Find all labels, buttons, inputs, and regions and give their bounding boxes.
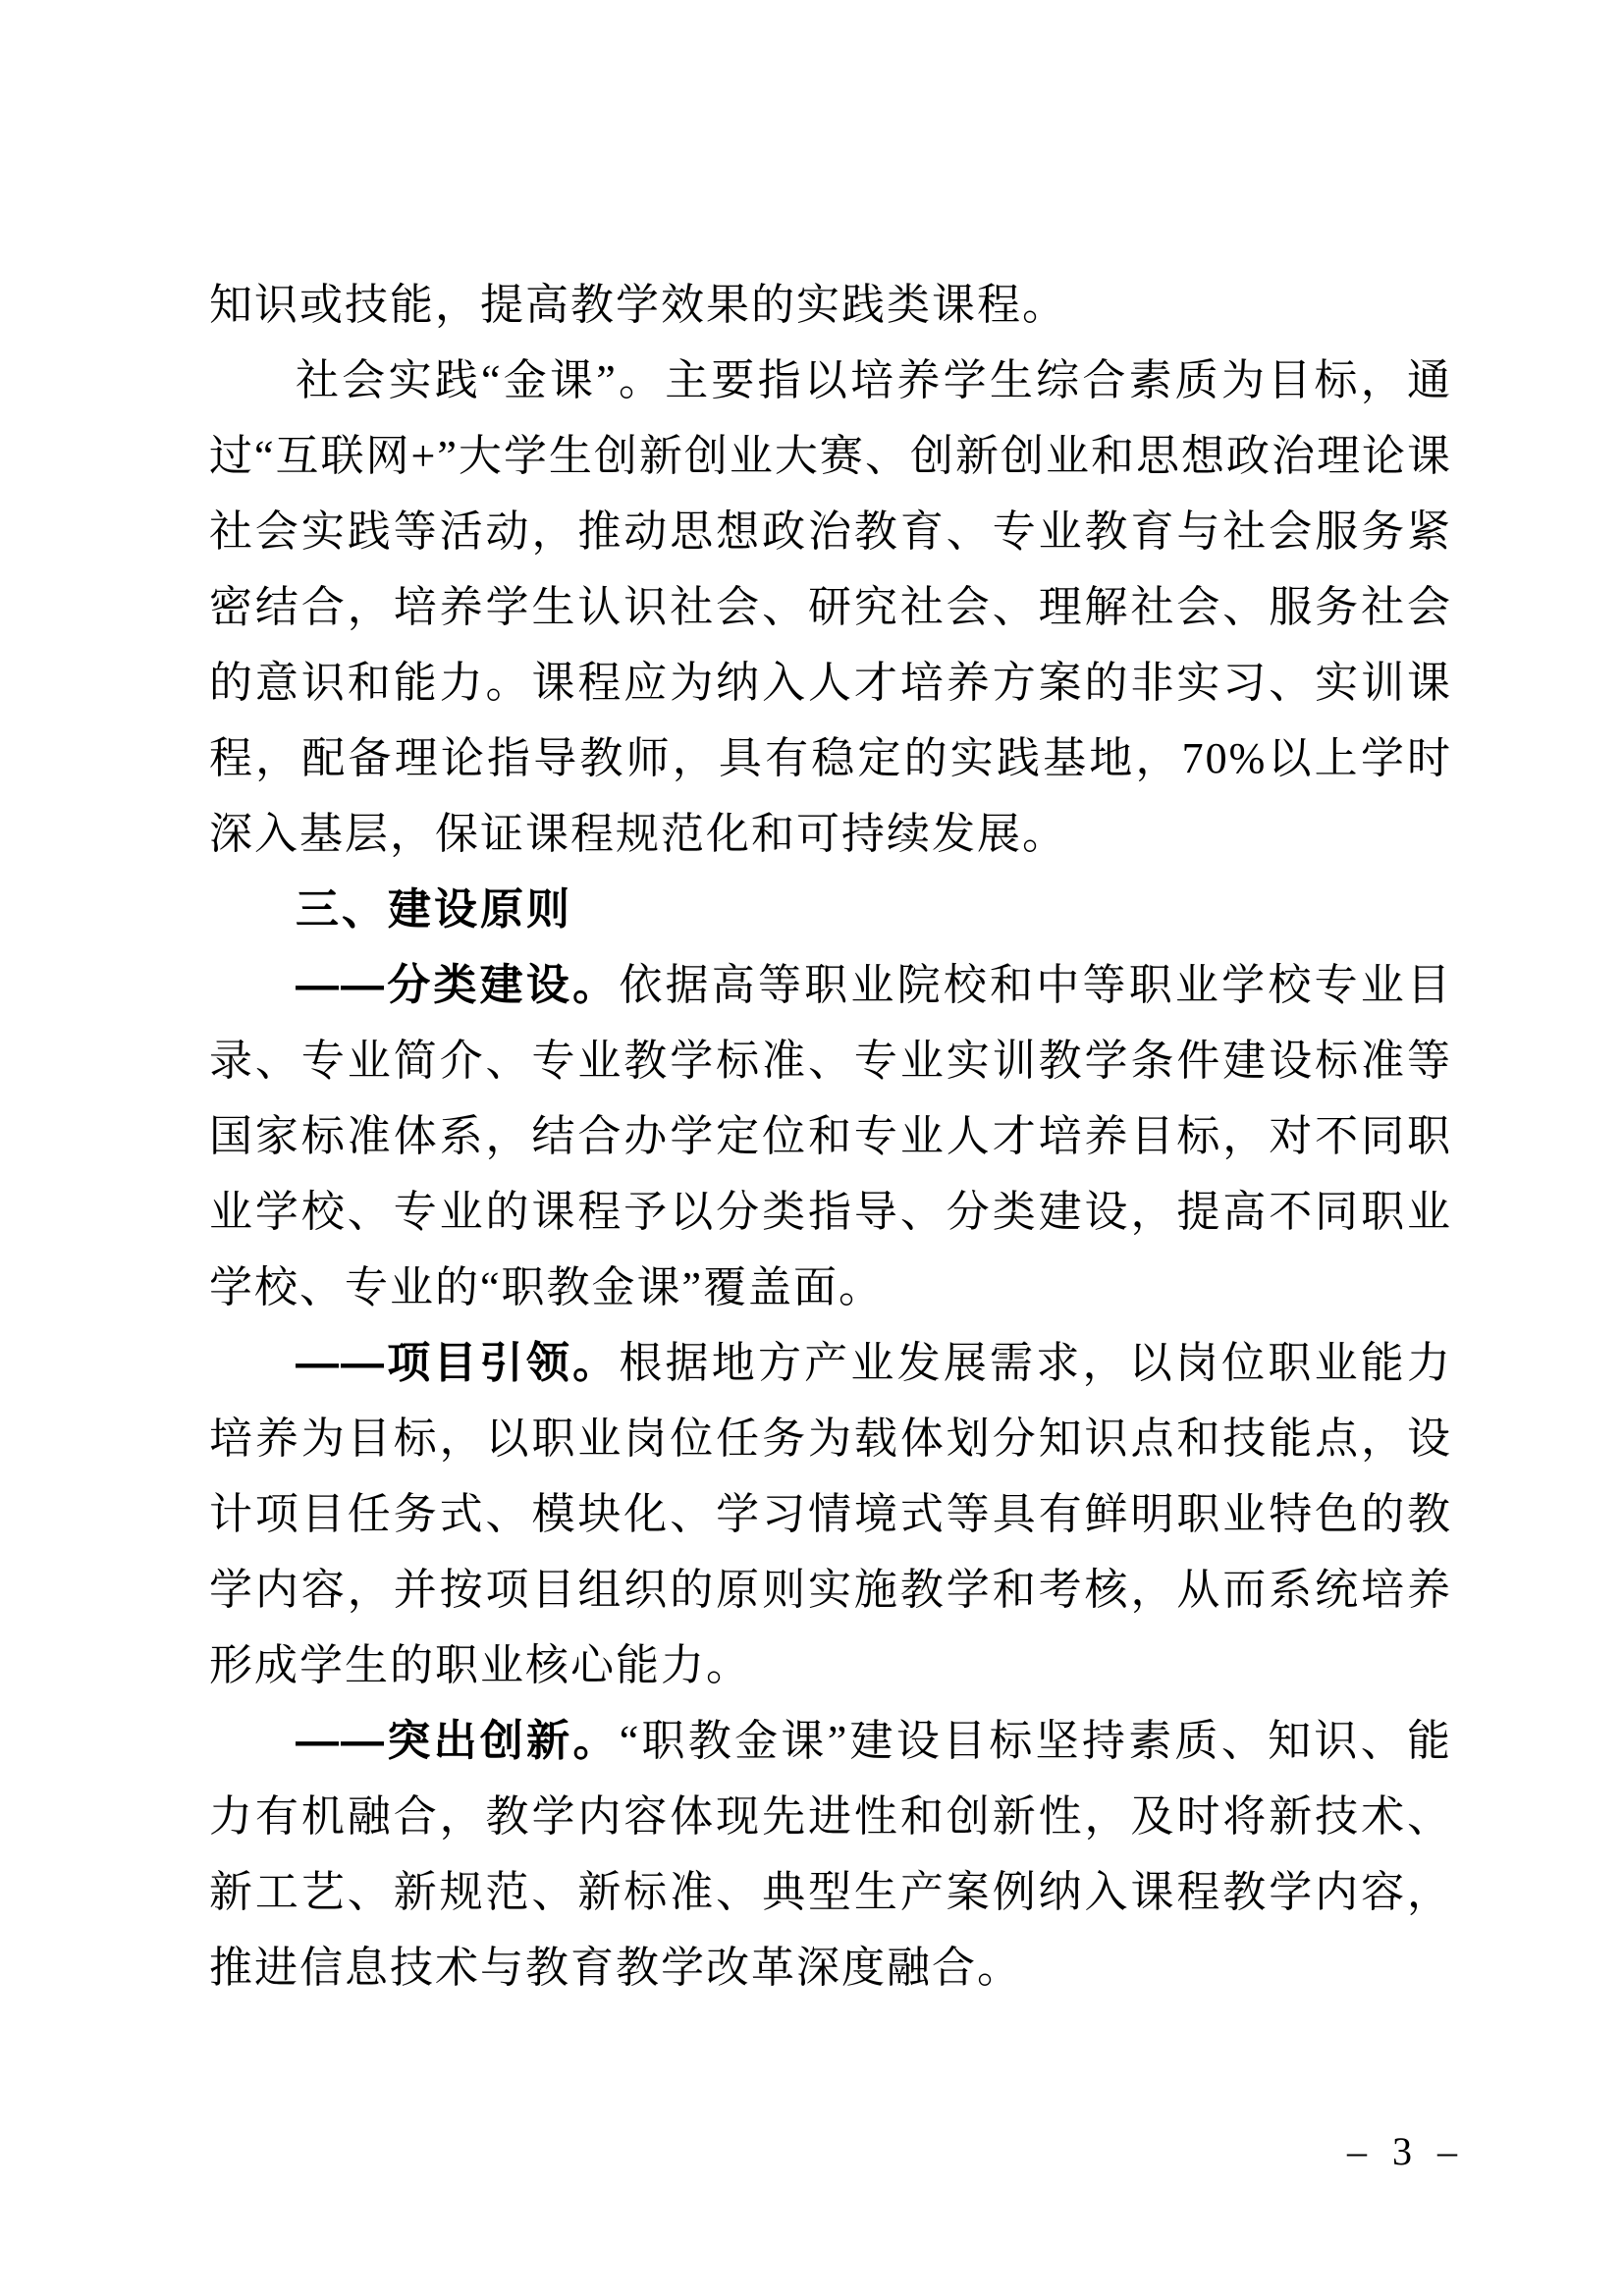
paragraph (209, 267, 1452, 343)
section-heading (209, 872, 1452, 947)
paragraph-text: “职教金课”建设目标坚持素质、知识、能力有机融合，教学内容体现先进性和创新性，及时将新技术、新工艺、新规范、新标准、典型生产案例纳入课程教学内容，推进信息技术与教育教学改革深度融合。 (209, 1717, 1452, 1992)
paragraph (209, 343, 1452, 872)
paragraph-lead: ——分类建设。 (296, 961, 620, 1009)
heading-text: 三、建设原则 (296, 885, 572, 934)
paragraph-text: 依据高等职业院校和中等职业学校专业目录、专业简介、专业教学标准、专业实训教学条件建设标准等国家标准体系，结合办学定位和专业人才培养目标，对不同职业学校、专业的课程予以分类指导、分类建设，提高不同职业学校、专业的“职教金课”覆盖面。 (209, 961, 1453, 1311)
paragraph-lead: ——项目引领。 (296, 1339, 620, 1387)
paragraph (209, 1325, 1452, 1703)
paragraph (209, 1703, 1452, 2005)
paragraph-text: 知识或技能，提高教学效果的实践类课程。 (209, 281, 1067, 329)
page-number: – 3 – (1347, 2129, 1465, 2173)
paragraph-text: 社会实践“金课”。主要指以培养学生综合素质为目标，通过“互联网+”大学生创新创业大赛、创新创业和思想政治理论课社会实践等活动，推动思想政治教育、专业教育与社会服务紧密结合，培养学生认识社会、研究社会、理解社会、服务社会的意识和能力。课程应为纳入人才培养方案的非实习、实训课程，配备理论指导教师，具有稳定的实践基地，70%以上学时深入基层，保证课程规范化和可持续发展。 (209, 356, 1452, 858)
page-body (209, 267, 1452, 2005)
paragraph-lead: ——突出创新。 (296, 1717, 620, 1765)
paragraph (209, 947, 1452, 1325)
paragraph-text: 根据地方产业发展需求，以岗位职业能力培养为目标，以职业岗位任务为载体划分知识点和技能点，设计项目任务式、模块化、学习情境式等具有鲜明职业特色的教学内容，并按项目组织的原则实施教学和考核，从而系统培养形成学生的职业核心能力。 (209, 1339, 1453, 1689)
